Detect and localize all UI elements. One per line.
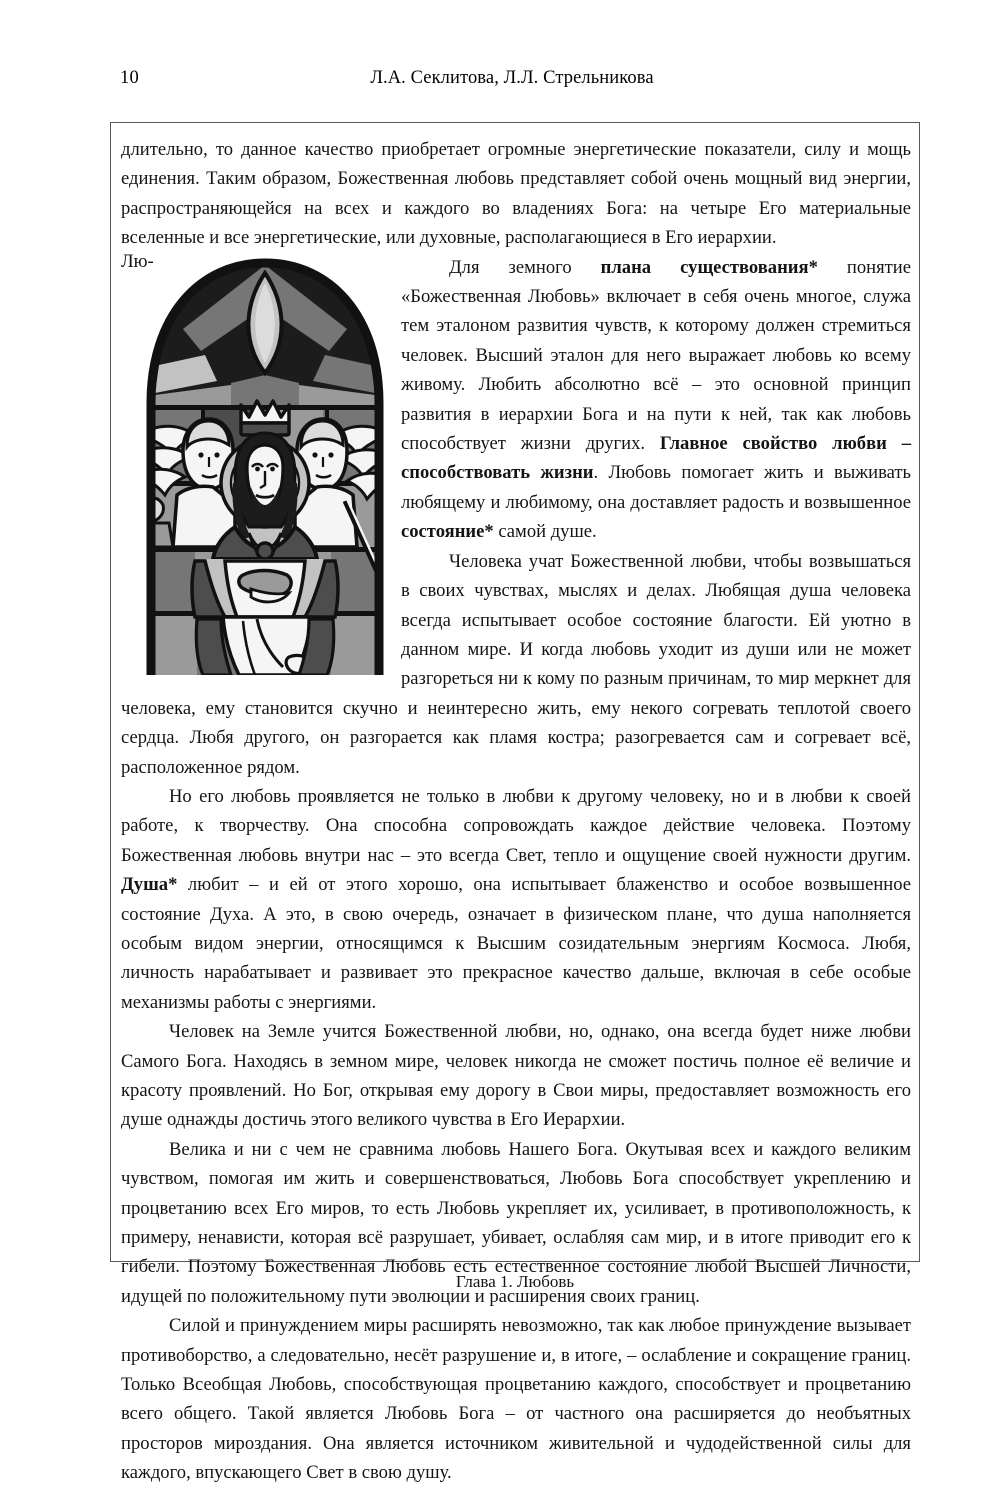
paragraph-4	[121, 782, 911, 1017]
p2-bold-3: состояние*	[401, 521, 494, 543]
p5-run-1: Человек на Земле учится Божественной любви, но, однако, она всегда будет ниже любви Самого Бога. Находясь в земном мире, человек никогда не сможет постичь полное её величие и красоту проявлений. Но Бог, открывая ему дорогу в Свои миры, предоставляет возможность его душе однажды достичь этого великого чувства в Его Иерархии.	[121, 1021, 911, 1131]
p2-run-3: . Любовь помогает жить и выживать любящему и любимому, она доставляет радость и возвышенное	[401, 462, 911, 513]
paragraph-7	[121, 1311, 911, 1487]
p4-bold-1: Душа*	[121, 874, 178, 896]
p2-bold-1: плана существования*	[600, 256, 818, 278]
p2-run-1: Для земного	[449, 256, 601, 278]
p4-run-2: любит – и ей от этого хорошо, она испытывает блаженство и особое возвышенное состояние Духа. А это, в свою очередь, означает в физическом плане, что душа наполняется особым видом энергии, относящимся к Высшим созидательным энергиям Космоса. Любя, личность нарабатывает и развивает это прекрасное качество дальше, включая в себе особые механизмы работы с энергиями.	[121, 874, 911, 1013]
p4-run-1: Но его любовь проявляется не только в любви к другому человеку, но и в любви к своей работе, к творчеству. Она способна сопровождать каждое действие человека. Поэтому Божественная любовь внутри нас – это всегда Свет, тепло и ощущение своей нужности другим.	[121, 785, 911, 866]
paragraph-5	[121, 1017, 911, 1135]
running-head	[120, 68, 904, 98]
p2-run-4: самой душе.	[493, 521, 597, 543]
running-head-authors: Л.А. Секлитова, Л.Л. Стрельникова	[370, 68, 654, 88]
p2-run-2: понятие «Божественная Любовь» включает в себя очень многое, служа тем эталоном развития чувств, к которому должен стремиться человек. Высший эталон для него выражает любовь ко всему живому. Любить абсолютно всё – это основной принцип развития в иерархии Бога и на пути к ней, так как любовь способствует жизни других.	[401, 256, 912, 455]
p3-run-1: Человека учат Божественной любви, чтобы возвышаться в своих чувствах, мыслях и делах. Любящая душа человека всегда испытывает особое состояние благости. Ей уютно в данном мире. И когда любовь уходит из души или не может разгореться ни к кому по разным причинам, то мир меркнет для человека, ему становится скучно и неинтересно жить, ему некого согревать теплотой своего сердца. Любя другого, он разгорается как пламя костра; разогревается сам и согревает всё, расположенное рядом.	[121, 550, 911, 778]
p7-run-1: Силой и принуждением миры расширять невозможно, так как любое принуждение вызывает противоборство, а следовательно, несёт разрушение и, в итоге, – ослабление и сокращение границ. Только Всеобщая Любовь, способствующая процветанию каждого, способствует и процветанию всего общего. Такой является Любовь Бога – от частного она расширяется до необъятных просторов мироздания. Она является источником живительной и чудодейственной силы для каждого, впускающего Свет в свою душу.	[121, 1315, 911, 1484]
page-number: 10	[120, 68, 139, 88]
figure-stained-glass	[139, 255, 391, 675]
p1-run-1: длительно, то данное качество приобретает огромные энергетические показатели, силу и мощь единения. Таким образом, Божественная любовь представляет собой очень мощный вид энергии, распространяющейся на всех и каждого во владениях Бога: на четыре Его материальные вселенные и все энергетические, или духовные, располагающиеся в Его иерархии.	[121, 139, 911, 249]
page-footer: Глава 1. Любовь	[455, 1272, 575, 1291]
p2-bold-2: Главное свойство любви – способствовать жизни	[401, 433, 911, 484]
p6-run-1: Велика и ни с чем не сравнима любовь Нашего Бога. Окутывая всех и каждого великим чувством, помогая им жить и совершенствоваться, Любовь Бога способствует укреплению и процветанию всех Его миров, то есть Любовь укрепляет их, усиливает, в противоположность, к примеру, ненависти, которая всё разрушает, убивает, ослабляя сам мир, и в итоге приводит его к гибели. Поэтому Божественная Любовь есть естественное состояние любой Высшей Личности, идущей по положительному пути эволюции и расширения своих границ.	[121, 1138, 911, 1307]
paragraph-1	[121, 135, 911, 253]
stained-glass-window-icon	[139, 255, 391, 675]
margin-text-fragment: Лю-	[121, 251, 154, 272]
